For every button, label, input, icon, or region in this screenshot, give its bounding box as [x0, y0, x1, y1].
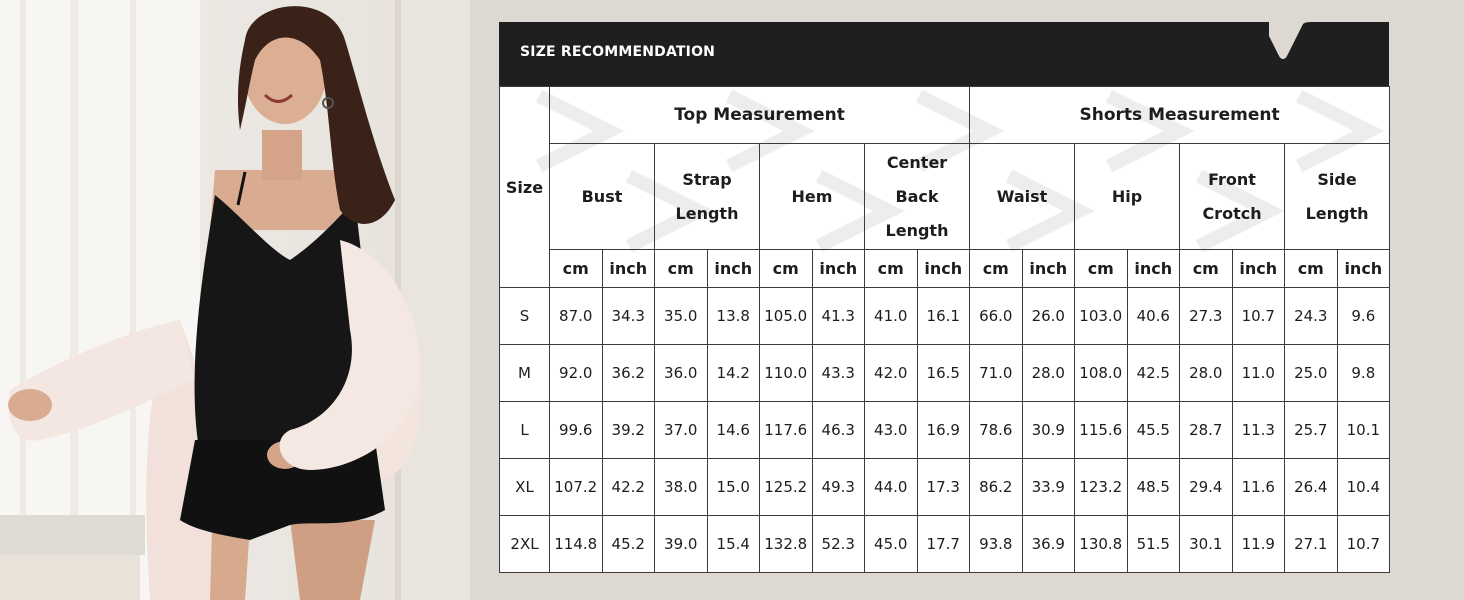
unit-header: inch [1022, 250, 1075, 288]
unit-header: cm [865, 250, 918, 288]
value-cell: 28.0 [1022, 345, 1075, 402]
value-cell: 26.0 [1022, 288, 1075, 345]
size-cell: XL [500, 459, 550, 516]
value-cell: 9.8 [1337, 345, 1390, 402]
value-cell: 40.6 [1127, 288, 1180, 345]
value-cell: 10.7 [1232, 288, 1285, 345]
value-cell: 11.3 [1232, 402, 1285, 459]
measurement-header [550, 144, 655, 250]
value-cell: 30.1 [1180, 516, 1233, 573]
value-cell: 16.9 [917, 402, 970, 459]
value-cell: 42.2 [602, 459, 655, 516]
value-cell: 10.4 [1337, 459, 1390, 516]
size-table [499, 86, 1390, 573]
value-cell: 16.5 [917, 345, 970, 402]
value-cell: 110.0 [760, 345, 813, 402]
size-table-body [500, 288, 1390, 573]
value-cell: 99.6 [550, 402, 603, 459]
value-cell: 45.0 [865, 516, 918, 573]
value-cell: 37.0 [655, 402, 708, 459]
value-cell: 17.3 [917, 459, 970, 516]
value-cell: 16.1 [917, 288, 970, 345]
value-cell: 43.3 [812, 345, 865, 402]
value-cell: 15.4 [707, 516, 760, 573]
unit-header: cm [1075, 250, 1128, 288]
value-cell: 25.0 [1285, 345, 1338, 402]
unit-header: inch [707, 250, 760, 288]
measurement-header-line: Front [1208, 169, 1256, 189]
value-cell: 51.5 [1127, 516, 1180, 573]
size-cell: S [500, 288, 550, 345]
size-cell: M [500, 345, 550, 402]
value-cell: 33.9 [1022, 459, 1075, 516]
measurement-header [1285, 144, 1390, 250]
measurement-header-line: Waist [996, 186, 1048, 206]
value-cell: 28.7 [1180, 402, 1233, 459]
value-cell: 39.2 [602, 402, 655, 459]
value-cell: 41.0 [865, 288, 918, 345]
value-cell: 92.0 [550, 345, 603, 402]
unit-header: cm [970, 250, 1023, 288]
value-cell: 11.9 [1232, 516, 1285, 573]
unit-header: cm [550, 250, 603, 288]
unit-header: cm [655, 250, 708, 288]
value-cell: 103.0 [1075, 288, 1128, 345]
value-cell: 108.0 [1075, 345, 1128, 402]
measurement-header-line: Side [1317, 169, 1357, 189]
measurement-header-line: Back [895, 186, 939, 206]
value-cell: 52.3 [812, 516, 865, 573]
value-cell: 36.0 [655, 345, 708, 402]
shorts-measurement-header: Shorts Measurement [970, 87, 1390, 144]
chart-header [499, 22, 1389, 86]
value-cell: 26.4 [1285, 459, 1338, 516]
size-cell: 2XL [500, 516, 550, 573]
value-cell: 10.7 [1337, 516, 1390, 573]
measurement-header-line: Length [1305, 203, 1369, 223]
value-cell: 24.3 [1285, 288, 1338, 345]
value-cell: 36.2 [602, 345, 655, 402]
value-cell: 66.0 [970, 288, 1023, 345]
unit-header: inch [1127, 250, 1180, 288]
size-chart [499, 22, 1389, 572]
value-cell: 11.6 [1232, 459, 1285, 516]
value-cell: 44.0 [865, 459, 918, 516]
value-cell: 123.2 [1075, 459, 1128, 516]
notch-decoration [1269, 22, 1389, 86]
value-cell: 13.8 [707, 288, 760, 345]
value-cell: 17.7 [917, 516, 970, 573]
table-row [500, 288, 1390, 345]
table-row [500, 345, 1390, 402]
size-table-container [499, 86, 1389, 572]
unit-header: inch [1232, 250, 1285, 288]
value-cell: 30.9 [1022, 402, 1075, 459]
value-cell: 39.0 [655, 516, 708, 573]
unit-header: inch [602, 250, 655, 288]
measurement-header-line: Crotch [1202, 203, 1262, 223]
measurement-header-line: Bust [581, 186, 623, 206]
measurement-header-line: Hem [791, 186, 833, 206]
value-cell: 15.0 [707, 459, 760, 516]
value-cell: 14.2 [707, 345, 760, 402]
unit-header: cm [1285, 250, 1338, 288]
model-illustration [0, 0, 470, 600]
value-cell: 46.3 [812, 402, 865, 459]
value-cell: 86.2 [970, 459, 1023, 516]
value-cell: 25.7 [1285, 402, 1338, 459]
value-cell: 42.5 [1127, 345, 1180, 402]
measurement-header-row [500, 144, 1390, 250]
measurement-header [760, 144, 865, 250]
group-header-row [500, 87, 1390, 144]
value-cell: 42.0 [865, 345, 918, 402]
value-cell: 28.0 [1180, 345, 1233, 402]
value-cell: 45.5 [1127, 402, 1180, 459]
value-cell: 49.3 [812, 459, 865, 516]
value-cell: 125.2 [760, 459, 813, 516]
value-cell: 48.5 [1127, 459, 1180, 516]
unit-header: cm [1180, 250, 1233, 288]
table-row [500, 459, 1390, 516]
value-cell: 41.3 [812, 288, 865, 345]
chart-title: SIZE RECOMMENDATION [520, 44, 716, 60]
value-cell: 78.6 [970, 402, 1023, 459]
value-cell: 36.9 [1022, 516, 1075, 573]
value-cell: 115.6 [1075, 402, 1128, 459]
value-cell: 45.2 [602, 516, 655, 573]
unit-header: inch [1337, 250, 1390, 288]
unit-header: inch [917, 250, 970, 288]
model-photo [0, 0, 470, 600]
measurement-header-line: Hip [1111, 186, 1143, 206]
value-cell: 117.6 [760, 402, 813, 459]
value-cell: 114.8 [550, 516, 603, 573]
measurement-header [970, 144, 1075, 250]
value-cell: 43.0 [865, 402, 918, 459]
unit-header: inch [812, 250, 865, 288]
value-cell: 132.8 [760, 516, 813, 573]
value-cell: 105.0 [760, 288, 813, 345]
unit-header: cm [760, 250, 813, 288]
value-cell: 27.1 [1285, 516, 1338, 573]
value-cell: 14.6 [707, 402, 760, 459]
table-row [500, 402, 1390, 459]
measurement-header [1180, 144, 1285, 250]
value-cell: 29.4 [1180, 459, 1233, 516]
measurement-header-line: Center [886, 152, 948, 172]
value-cell: 34.3 [602, 288, 655, 345]
value-cell: 71.0 [970, 345, 1023, 402]
value-cell: 130.8 [1075, 516, 1128, 573]
value-cell: 10.1 [1337, 402, 1390, 459]
value-cell: 38.0 [655, 459, 708, 516]
measurement-header [1075, 144, 1180, 250]
table-row [500, 516, 1390, 573]
size-cell: L [500, 402, 550, 459]
value-cell: 35.0 [655, 288, 708, 345]
measurement-header-line: Strap [682, 169, 732, 189]
value-cell: 107.2 [550, 459, 603, 516]
measurement-header [865, 144, 970, 250]
unit-header-row [500, 250, 1390, 288]
value-cell: 87.0 [550, 288, 603, 345]
measurement-header-line: Length [675, 203, 739, 223]
size-header: Size [500, 87, 550, 288]
measurement-header-line: Length [885, 220, 949, 240]
value-cell: 93.8 [970, 516, 1023, 573]
value-cell: 27.3 [1180, 288, 1233, 345]
measurement-header [655, 144, 760, 250]
value-cell: 11.0 [1232, 345, 1285, 402]
value-cell: 9.6 [1337, 288, 1390, 345]
top-measurement-header: Top Measurement [550, 87, 970, 144]
